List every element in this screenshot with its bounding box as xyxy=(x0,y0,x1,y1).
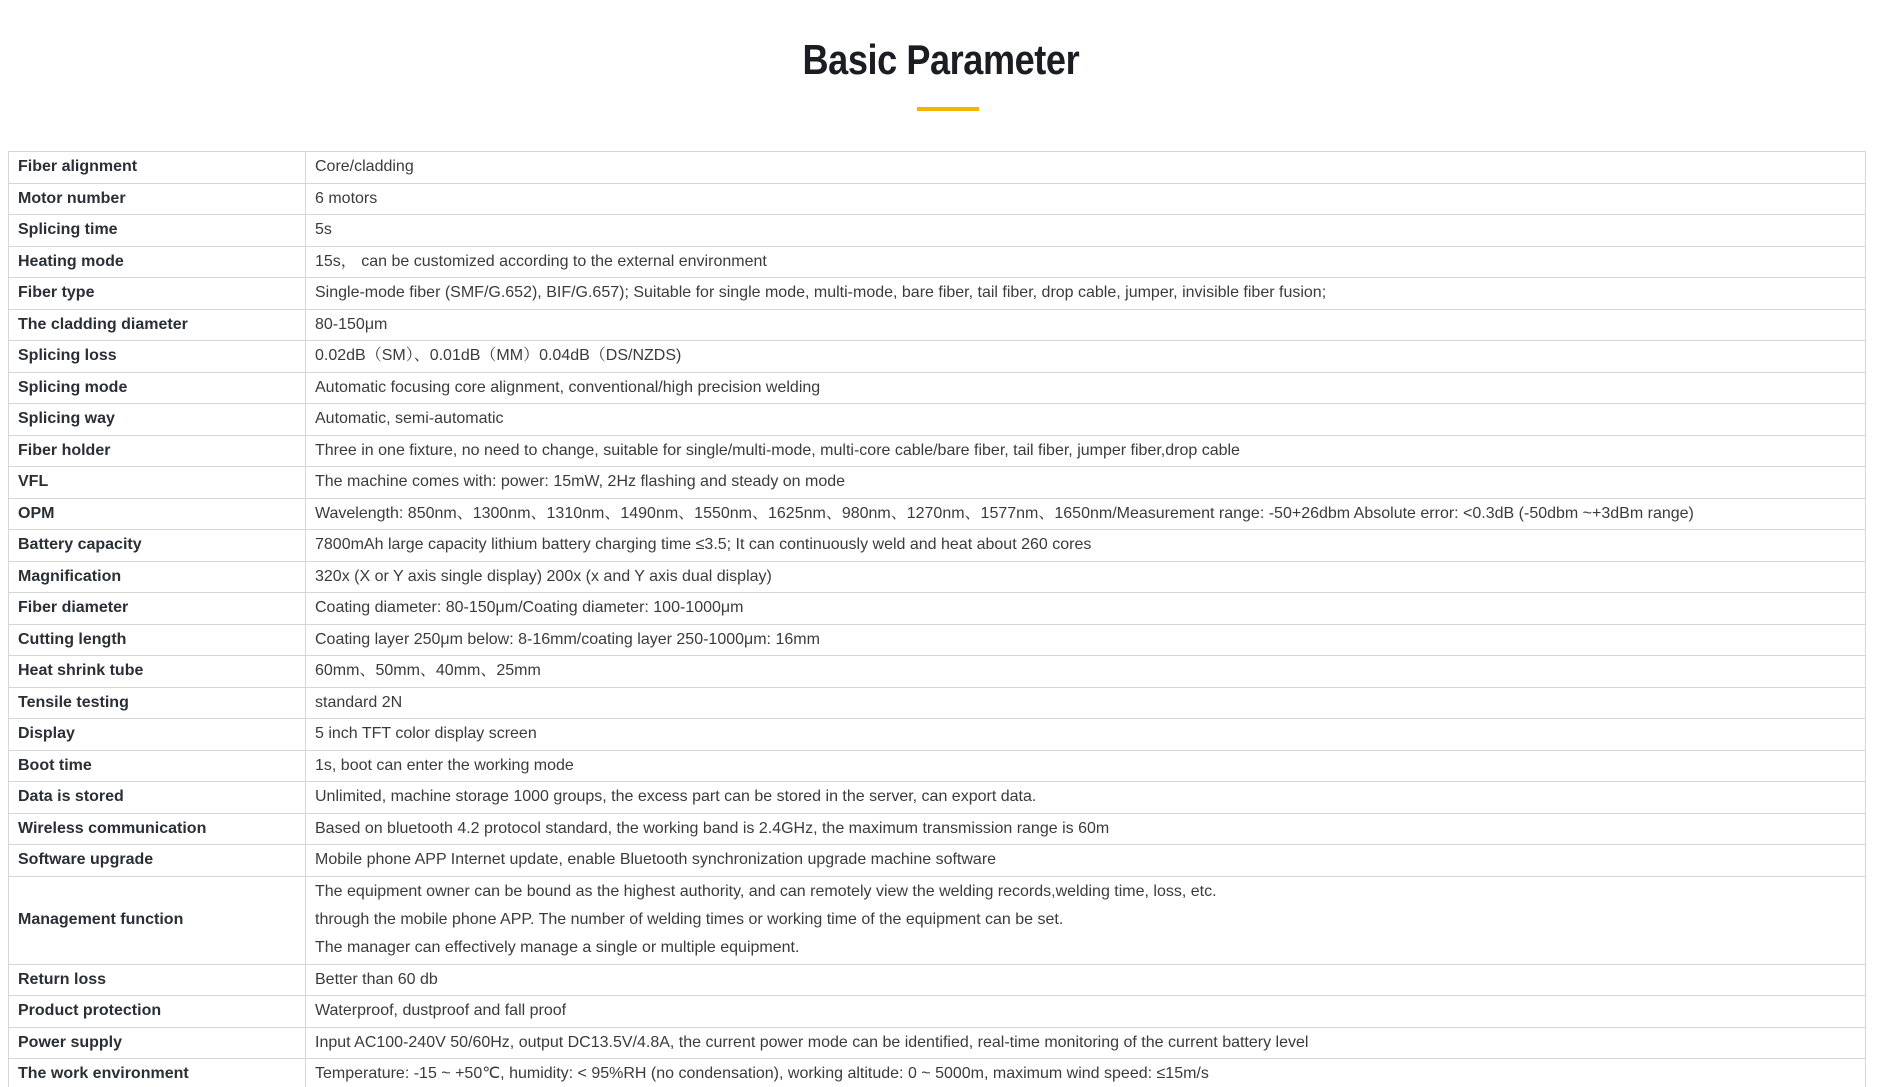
table-row xyxy=(9,624,1866,656)
table-row xyxy=(9,964,1866,996)
row-label: Data is stored xyxy=(9,782,306,814)
table-row-management xyxy=(9,876,1866,964)
row-label: Heat shrink tube xyxy=(9,656,306,688)
row-label: The work environment xyxy=(9,1059,306,1087)
table-row xyxy=(9,215,1866,247)
row-label: Motor number xyxy=(9,183,306,215)
row-value: Temperature: -15 ~ +50℃, humidity: < 95%RH (no condensation), working altitude: 0 ~ 5000m, maximum wind speed: ≤15m/s xyxy=(306,1059,1866,1087)
row-value: Three in one fixture, no need to change, suitable for single/multi-mode, multi-core cable/bare fiber, tail fiber, jumper fiber,drop cable xyxy=(306,435,1866,467)
row-value: Core/cladding xyxy=(306,152,1866,184)
row-label: Fiber alignment xyxy=(9,152,306,184)
management-line: through the mobile phone APP. The number of welding times or working time of the equipment can be set. xyxy=(315,911,1064,928)
table-row xyxy=(9,278,1866,310)
page-title: Basic Parameter xyxy=(802,36,1080,83)
parameter-table-body xyxy=(9,152,1866,1087)
row-label: Fiber holder xyxy=(9,435,306,467)
table-row xyxy=(9,372,1866,404)
row-value: 60mm、50mm、40mm、25mm xyxy=(306,656,1866,688)
row-value: Coating layer 250μm below: 8-16mm/coating layer 250-1000μm: 16mm xyxy=(306,624,1866,656)
table-row xyxy=(9,309,1866,341)
table-row xyxy=(9,435,1866,467)
row-label: Splicing loss xyxy=(9,341,306,373)
row-label: Fiber diameter xyxy=(9,593,306,625)
row-label: VFL xyxy=(9,467,306,499)
row-value: 320x (X or Y axis single display) 200x (x and Y axis dual display) xyxy=(306,561,1866,593)
table-row xyxy=(9,813,1866,845)
row-value: Automatic focusing core alignment, conventional/high precision welding xyxy=(306,372,1866,404)
table-row xyxy=(9,656,1866,688)
table-row xyxy=(9,687,1866,719)
row-label: Product protection xyxy=(9,996,306,1028)
row-value: Unlimited, machine storage 1000 groups, the excess part can be stored in the server, can export data. xyxy=(306,782,1866,814)
row-label: Tensile testing xyxy=(9,687,306,719)
row-label: Cutting length xyxy=(9,624,306,656)
row-value: 15s， can be customized according to the external environment xyxy=(306,246,1866,278)
page-header xyxy=(0,34,1882,86)
row-value: 5 inch TFT color display screen xyxy=(306,719,1866,751)
row-value: standard 2N xyxy=(306,687,1866,719)
row-label: Fiber type xyxy=(9,278,306,310)
table-row xyxy=(9,467,1866,499)
table-row xyxy=(9,782,1866,814)
row-value: 7800mAh large capacity lithium battery charging time ≤3.5; It can continuously weld and heat about 260 cores xyxy=(306,530,1866,562)
row-value: Input AC100-240V 50/60Hz, output DC13.5V/4.8A, the current power mode can be identified, real-time monitoring of the current battery level xyxy=(306,1027,1866,1059)
table-row xyxy=(9,593,1866,625)
table-row xyxy=(9,530,1866,562)
row-label: Splicing way xyxy=(9,404,306,436)
row-value: Wavelength: 850nm、1300nm、1310nm、1490nm、1550nm、1625nm、980nm、1270nm、1577nm、1650nm/Measurement range: -50+26dbm Absolute error: <0.3dB (-50dbm ~+3dBm range) xyxy=(306,498,1866,530)
table-row xyxy=(9,561,1866,593)
row-value: 0.02dB（SM）、0.01dB（MM）0.04dB（DS/NZDS) xyxy=(306,341,1866,373)
table-row xyxy=(9,719,1866,751)
row-value: Waterproof, dustproof and fall proof xyxy=(306,996,1866,1028)
row-value: Better than 60 db xyxy=(306,964,1866,996)
row-value: Based on bluetooth 4.2 protocol standard, the working band is 2.4GHz, the maximum transmission range is 60m xyxy=(306,813,1866,845)
row-label: Boot time xyxy=(9,750,306,782)
table-row xyxy=(9,246,1866,278)
row-label: Heating mode xyxy=(9,246,306,278)
table-row xyxy=(9,1059,1866,1087)
row-label: Battery capacity xyxy=(9,530,306,562)
management-line: The equipment owner can be bound as the highest authority, and can remotely view the welding records,welding time, loss, etc. xyxy=(315,883,1217,900)
table-row xyxy=(9,152,1866,184)
row-label: Magnification xyxy=(9,561,306,593)
row-label: Return loss xyxy=(9,964,306,996)
row-label: Management function xyxy=(9,876,306,964)
row-value: 5s xyxy=(306,215,1866,247)
parameter-table xyxy=(8,151,1866,1087)
row-value-multiline xyxy=(306,876,1866,964)
table-row xyxy=(9,996,1866,1028)
table-row xyxy=(9,845,1866,877)
row-label: Software upgrade xyxy=(9,845,306,877)
table-row xyxy=(9,750,1866,782)
table-row xyxy=(9,498,1866,530)
row-value: 6 motors xyxy=(306,183,1866,215)
table-row xyxy=(9,183,1866,215)
row-label: Power supply xyxy=(9,1027,306,1059)
row-label: Wireless communication xyxy=(9,813,306,845)
row-label: OPM xyxy=(9,498,306,530)
table-row xyxy=(9,1027,1866,1059)
table-row xyxy=(9,341,1866,373)
row-value: Single-mode fiber (SMF/G.652), BIF/G.657); Suitable for single mode, multi-mode, bare fiber, tail fiber, drop cable, jumper, invisible fiber fusion; xyxy=(306,278,1866,310)
row-label: Splicing time xyxy=(9,215,306,247)
table-row xyxy=(9,404,1866,436)
row-label: Display xyxy=(9,719,306,751)
row-value: 80-150μm xyxy=(306,309,1866,341)
row-value: 1s, boot can enter the working mode xyxy=(306,750,1866,782)
row-label: Splicing mode xyxy=(9,372,306,404)
row-value: Mobile phone APP Internet update, enable Bluetooth synchronization upgrade machine software xyxy=(306,845,1866,877)
management-line: The manager can effectively manage a single or multiple equipment. xyxy=(315,939,800,956)
row-value: Automatic, semi-automatic xyxy=(306,404,1866,436)
row-value: Coating diameter: 80-150μm/Coating diameter: 100-1000μm xyxy=(306,593,1866,625)
row-label: The cladding diameter xyxy=(9,309,306,341)
title-underline xyxy=(917,107,979,111)
row-value: The machine comes with: power: 15mW, 2Hz flashing and steady on mode xyxy=(306,467,1866,499)
